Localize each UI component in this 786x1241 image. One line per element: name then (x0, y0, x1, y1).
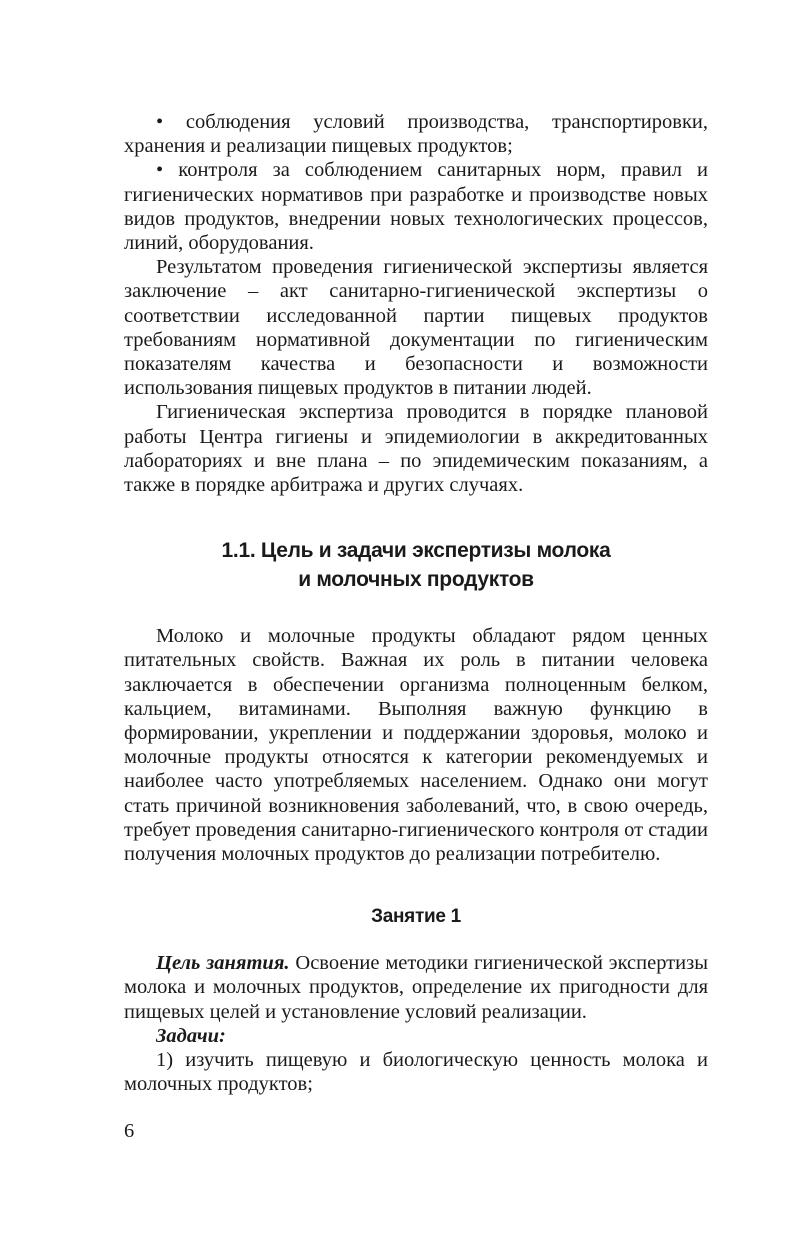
goal-text: Освоение методики гигиенической экспертизы молока и молочных продуктов, определение их пригодности для пищевых целей и установление условий реализации. (124, 952, 708, 1023)
section-heading-line1: 1.1. Цель и задачи экспертизы молока (221, 539, 611, 563)
paragraph-expertise-conduct: Гигиеническая экспертиза проводится в порядке плановой работы Центра гигиены и эпидемиологии в аккредитованных лабораториях и вне плана – по эпидемическим показаниям, а также в порядке арбитража и других случаях. (124, 401, 708, 497)
paragraph-expertise-result: Результатом проведения гигиенической экспертизы является заключение – акт санитарно-гигиенической экспертизы о соответствии исследованной партии пищевых продуктов требованиям нормативной документации по гигиеническим показателям качества и безопасности и возможности использования пищевых продуктов в питании людей. (124, 256, 708, 400)
tasks-label-line (124, 1024, 708, 1048)
lesson-heading: Занятие 1 (371, 906, 461, 928)
task-item-1: 1) изучить пищевую и биологическую ценность молока и молочных продуктов; (124, 1049, 708, 1096)
section-heading-line2: и молочных продуктов (298, 568, 534, 592)
bullet-sanitary-control: • контроля за соблюдением санитарных норм, правил и гигиенических нормативов при разработке и производстве новых видов продуктов, внедрении новых технологических процессов, линий, оборудования. (124, 159, 708, 255)
page-number: 6 (124, 1120, 135, 1142)
paragraph-lesson-goal (124, 951, 708, 1024)
goal-label: Цель занятия. (156, 952, 290, 975)
paragraph-milk-properties: Молоко и молочные продукты обладают рядом ценных питательных свойств. Важная их роль в питании человека заключается в обеспечении организма полноценным белком, кальцием, витаминами. Выполняя важную функцию в формировании, укреплении и поддержании здоровья, молоко и молочные продукты относятся к категории рекомендуемых и наиболее часто употребляемых населением. Однако они могут стать причиной возникновения заболеваний, что, в свою очередь, требует проведения санитарно-гигиенического контроля от стадии получения молочных продуктов до реализации потребителю. (124, 625, 708, 866)
tasks-label: Задачи: (156, 1024, 226, 1047)
section-heading (124, 536, 708, 594)
bullet-production-conditions: • соблюдения условий производства, транспортировки, хранения и реализации пищевых продуктов; (124, 111, 708, 158)
page-content (124, 110, 708, 1097)
